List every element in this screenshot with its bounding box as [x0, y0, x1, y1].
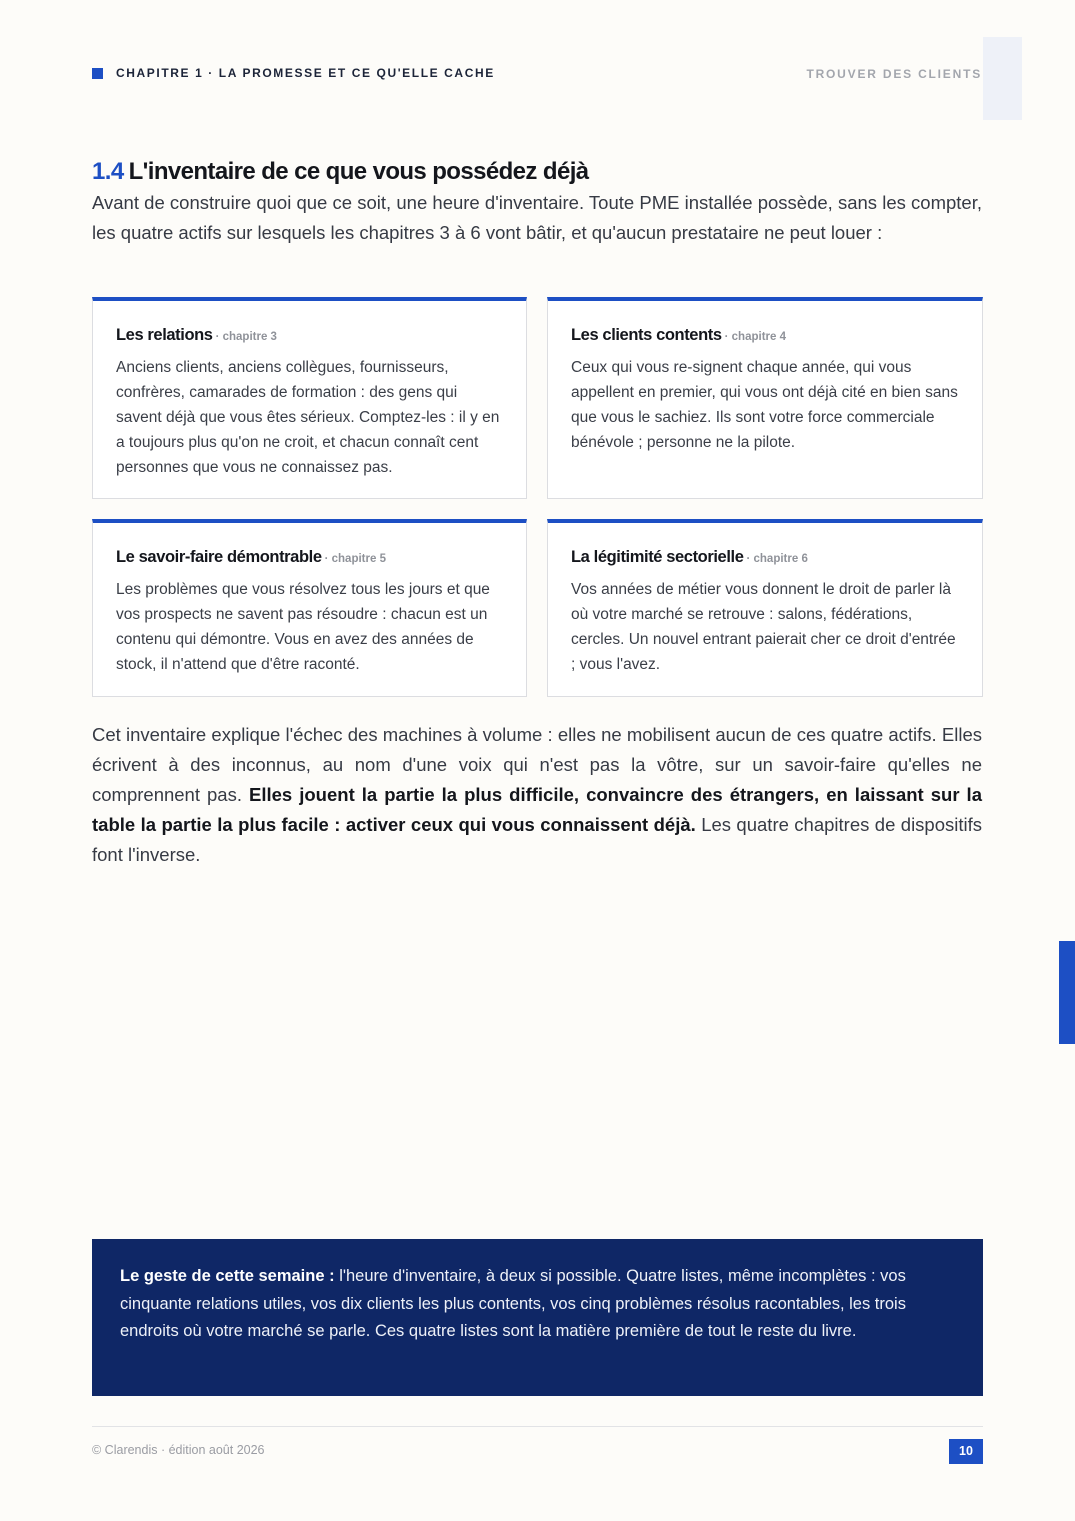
card-chapter-ref: · chapitre 4	[724, 331, 786, 343]
card-body: Vos années de métier vous donnent le droit de parler là où votre marché se retrouve : salons, fédérations, cercles. Un nouvel entrant paierait cher ce droit d'entrée ; vous l'avez.	[571, 581, 956, 673]
card-body: Les problèmes que vous résolvez tous les jours et que vos prospects ne savent pas résoudre : chacun est un contenu qui démontre. Vous en avez des années de stock, il n'attend que d'être raconté.	[116, 581, 490, 673]
weekly-action-callout	[92, 1239, 983, 1396]
card-chapter-ref: · chapitre 3	[215, 331, 277, 343]
conclusion-emphasis: Elles jouent la partie la plus difficile, convaincre des étrangers, en laissant sur la table la partie la plus facile : activer ceux qui vous connaissent déjà.	[92, 784, 982, 835]
footer-divider	[92, 1426, 983, 1427]
asset-card-relations	[92, 297, 527, 499]
footer-credit: © Clarendis · édition août 2026	[92, 1443, 265, 1457]
card-heading	[116, 323, 503, 349]
card-chapter-ref: · chapitre 6	[746, 553, 808, 565]
asset-card-legitimite	[547, 519, 983, 697]
running-header-book-title: TROUVER DES CLIENTS	[806, 67, 982, 81]
card-title: Les relations	[116, 326, 213, 344]
intro-paragraph: Avant de construire quoi que ce soit, une heure d'inventaire. Toute PME installée possède, sans les compter, les quatre actifs sur lesquels les chapitres 3 à 6 vont bâtir, et qu'aucun prestataire ne peut louer :	[92, 192, 982, 243]
card-heading	[571, 545, 959, 571]
section-title: L'inventaire de ce que vous possédez déjà	[128, 157, 589, 185]
card-heading	[571, 323, 959, 349]
card-title: Le savoir-faire démontrable	[116, 548, 322, 566]
asset-card-clients-contents	[547, 297, 983, 499]
card-body: Anciens clients, anciens collègues, fournisseurs, confrères, camarades de formation : des gens qui savent déjà que vous êtes sérieux. Comptez-les : il y en a toujours plus qu'on ne croit, et chacun connaît cent personnes que vous ne connaissez pas.	[116, 359, 500, 476]
running-header-chapter: CHAPITRE 1 · LA PROMESSE ET CE QU'ELLE CACHE	[116, 66, 495, 80]
page-number: 10	[949, 1439, 983, 1464]
callout-label: Le geste de cette semaine :	[120, 1267, 335, 1285]
asset-card-savoir-faire	[92, 519, 527, 697]
conclusion-tail: Les quatre chapitres de dispositifs font l'inverse.	[92, 814, 983, 865]
card-heading	[116, 545, 503, 571]
section-heading	[92, 158, 589, 186]
card-body: Ceux qui vous re-signent chaque année, qui vous appellent en premier, qui vous ont déjà cité en bien sans que vous le sachiez. Ils sont votre force commerciale bénévole ; personne ne la pilote.	[571, 359, 958, 451]
conclusion-paragraph	[92, 720, 982, 870]
chapter-digit-decoration	[983, 37, 1022, 120]
header-marker	[92, 68, 103, 79]
callout-text: l'heure d'inventaire, à deux si possible. Quatre listes, même incomplètes : vos cinquante relations utiles, vos dix clients les plus contents, vos cinq problèmes résolus racontables, les trois endroits où votre marché se parle. Ces quatre listes sont la matière première de tout le reste du livre.	[120, 1267, 906, 1340]
card-title: La légitimité sectorielle	[571, 548, 744, 566]
chapter-side-tab	[1059, 941, 1075, 1044]
card-title: Les clients contents	[571, 326, 722, 344]
card-chapter-ref: · chapitre 5	[324, 553, 386, 565]
conclusion-lead: Cet inventaire explique l'échec des machines à volume : elles ne mobilisent aucun de ces quatre actifs. Elles écrivent à des inconnus, au nom d'une voix qui n'est pas la vôtre, sur un savoir-faire qu'elles ne comprennent pas.	[92, 724, 982, 805]
section-number: 1.4	[92, 157, 124, 185]
